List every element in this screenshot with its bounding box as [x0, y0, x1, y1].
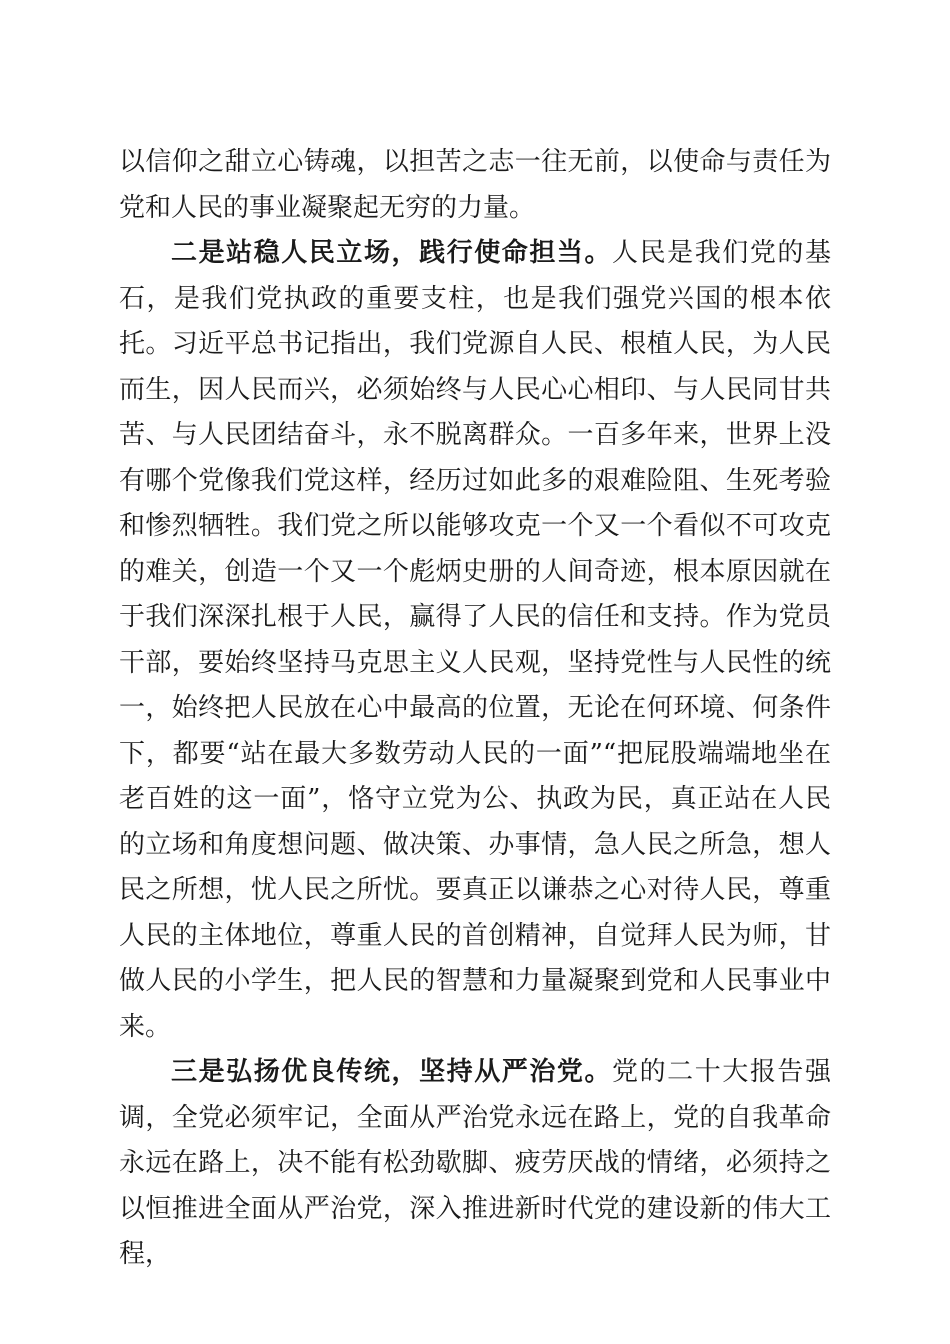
paragraph-text: 以信仰之甜立心铸魂，以担苦之志一往无前，以使命与责任为党和人民的事业凝聚起无穷的力量。 [119, 147, 831, 223]
document-body [119, 140, 831, 1278]
paragraph-section-two [119, 231, 831, 1050]
paragraph-continuation [119, 140, 831, 231]
paragraph-section-three [119, 1050, 831, 1278]
paragraph-text: 人民是我们党的基石，是我们党执政的重要支柱，也是我们强党兴国的根本依托。习近平总书记指出，我们党源自人民、根植人民，为人民而生，因人民而兴，必须始终与人民心心相印、与人民同甘共苦、与人民团结奋斗，永不脱离群众。一百多年来，世界上没有哪个党像我们党这样，经历过如此多的艰难险阻、生死考验和惨烈牺牲。我们党之所以能够攻克一个又一个看似不可攻克的难关，创造一个又一个彪炳史册的人间奇迹，根本原因就在于我们深深扎根于人民，赢得了人民的信任和支持。作为党员干部，要始终坚持马克思主义人民观，坚持党性与人民性的统一，始终把人民放在心中最高的位置，无论在何环境、何条件下，都要“站在最大多数劳动人民的一面”“把屁股端端地坐在老百姓的这一面”，恪守立党为公、执政为民，真正站在人民的立场和角度想问题、做决策、办事情，急人民之所急，想人民之所想，忧人民之所忧。要真正以谦恭之心对待人民，尊重人民的主体地位，尊重人民的首创精神，自觉拜人民为师，甘做人民的小学生，把人民的智慧和力量凝聚到党和人民事业中来。 [119, 238, 831, 1042]
section-two-heading: 二是站稳人民立场，践行使命担当。 [171, 238, 613, 268]
section-three-heading: 三是弘扬优良传统，坚持从严治党。 [171, 1057, 613, 1087]
paragraph-text: 党的二十大报告强调，全党必须牢记，全面从严治党永远在路上，党的自我革命永远在路上，决不能有松劲歇脚、疲劳厌战的情绪，必须持之以恒推进全面从严治党，深入推进新时代党的建设新的伟大工程， [119, 1057, 831, 1269]
